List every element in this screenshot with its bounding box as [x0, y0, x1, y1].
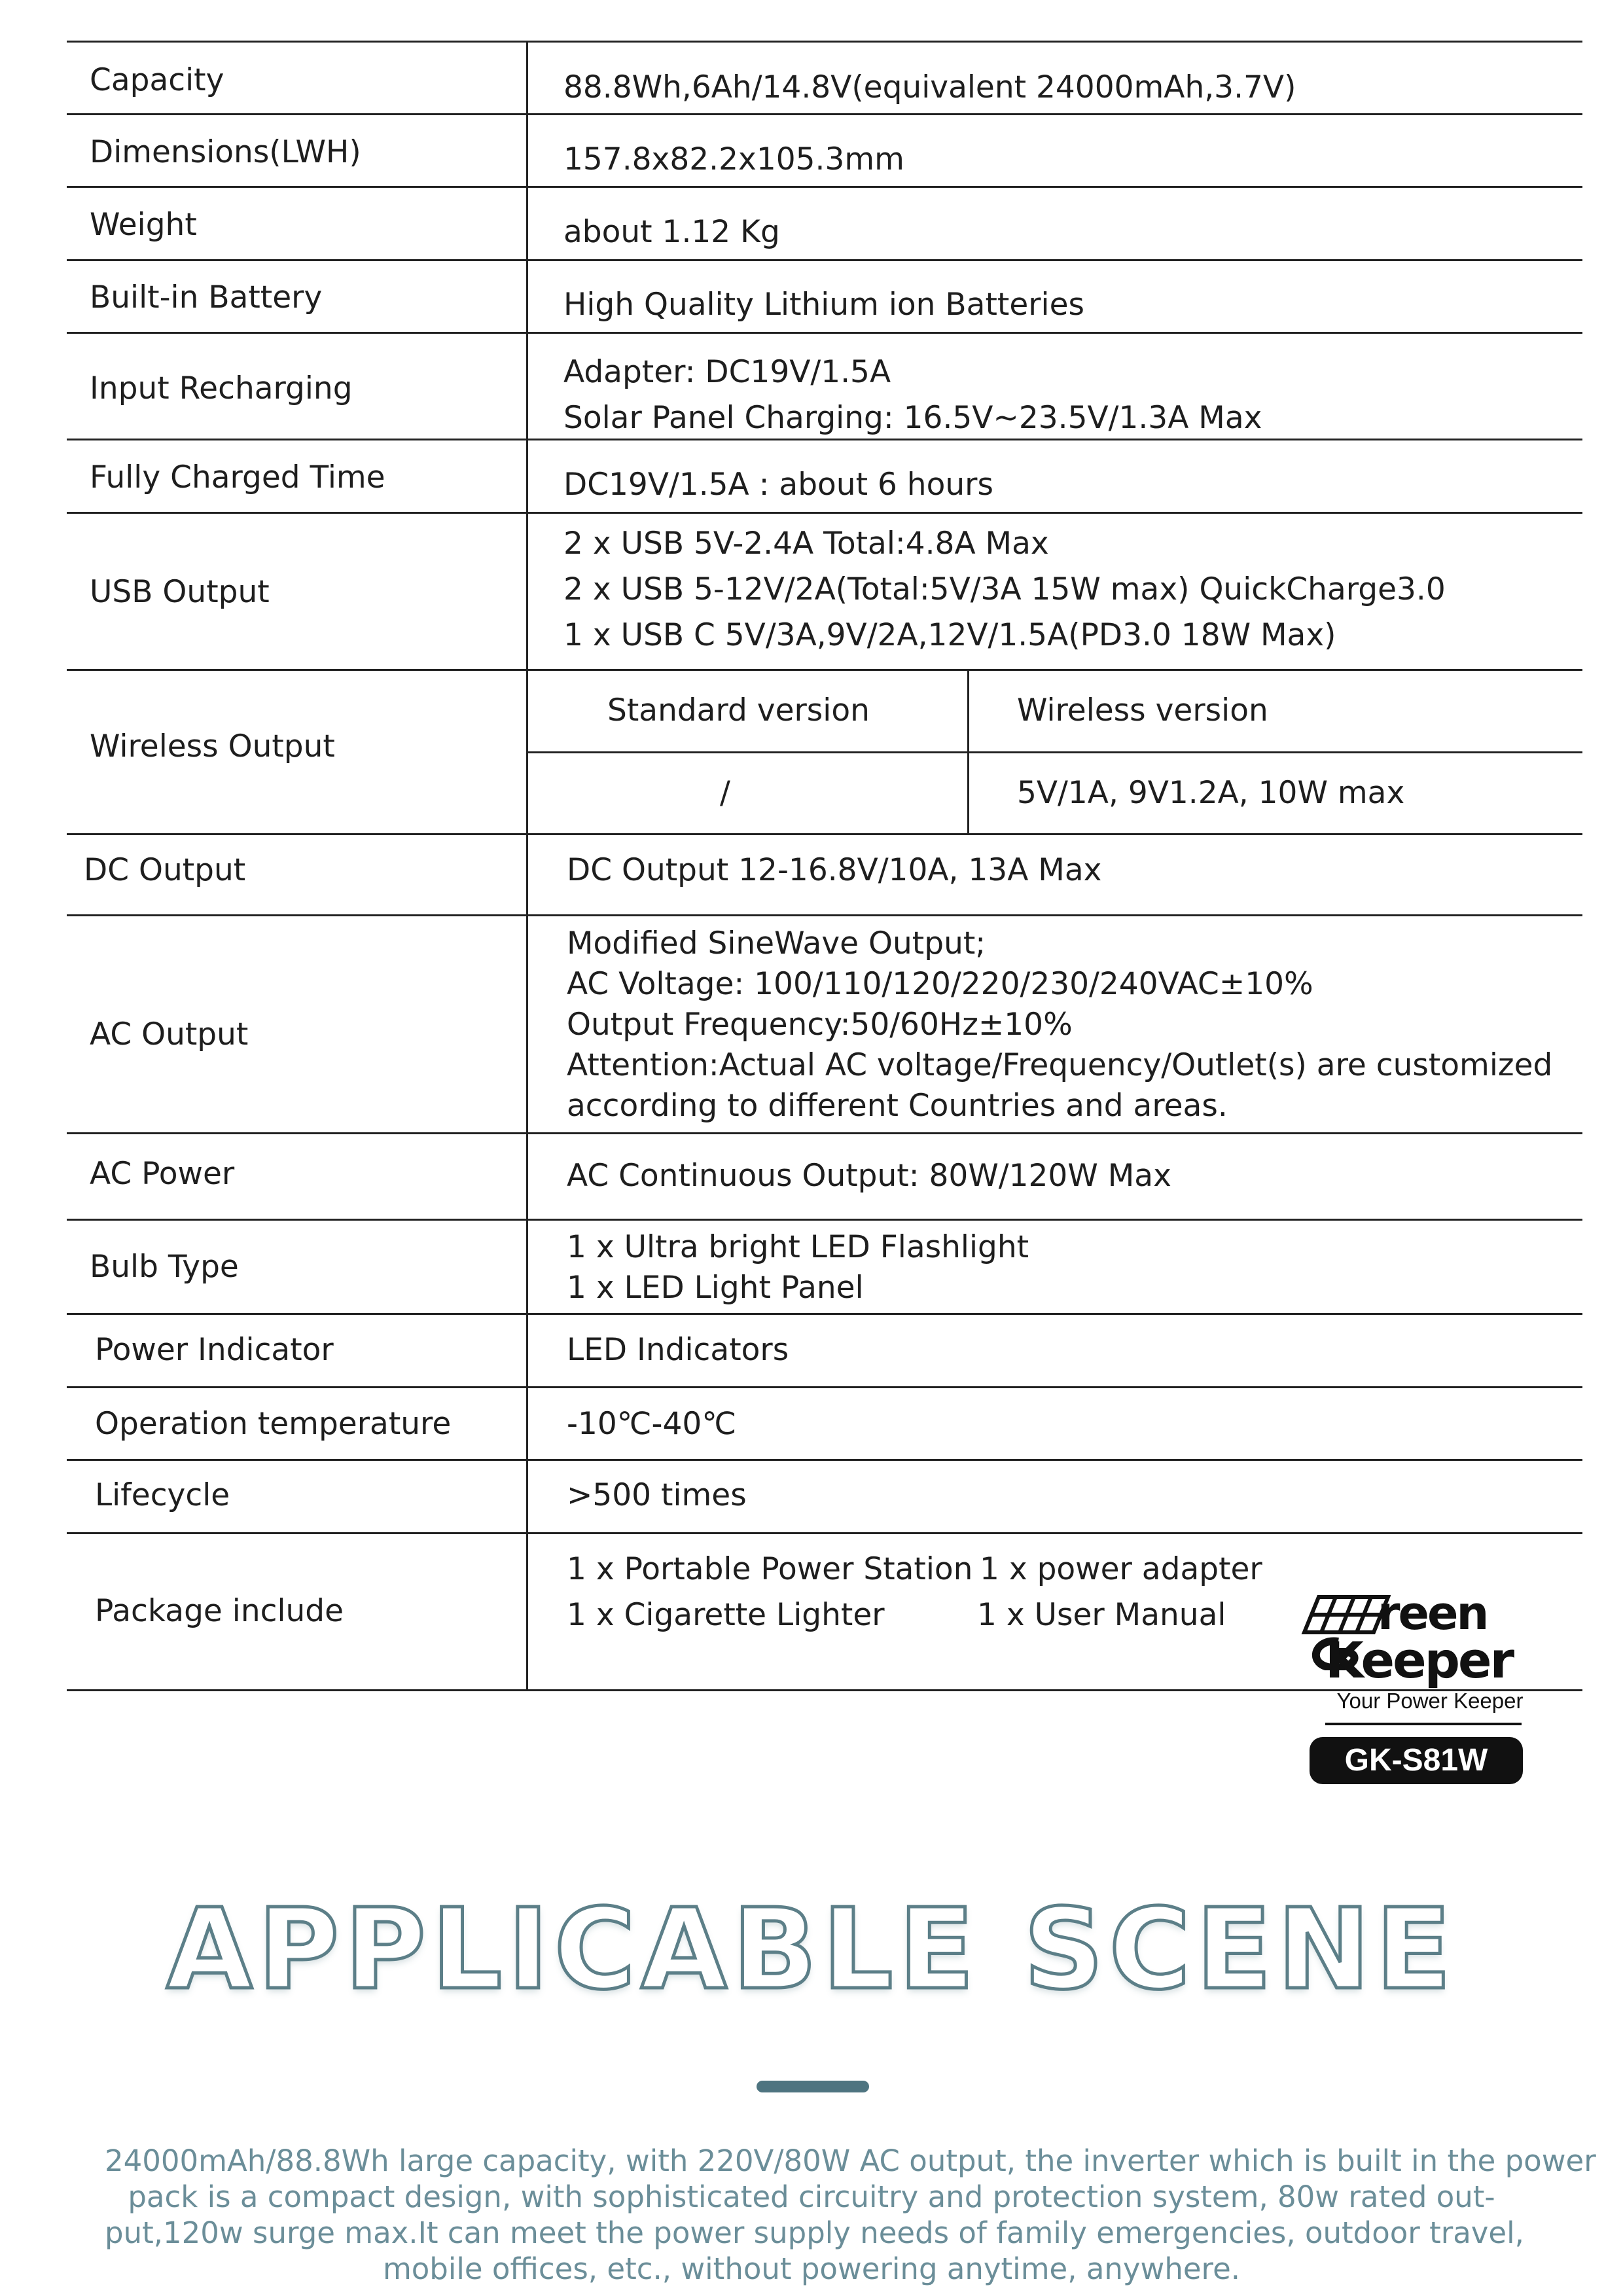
wireless-col-wireless: Wireless version [1017, 692, 1268, 728]
table-rule [67, 113, 1582, 115]
table-rule [67, 914, 1582, 916]
description-line: put,120w surge max.It can meet the power supply needs of family emergencies, outdoor travel, [105, 2215, 1524, 2250]
table-rule [67, 186, 1582, 188]
table-rule [67, 1459, 1582, 1461]
description-line: pack is a compact design, with sophisticated circuitry and protection system, 80w rated out- [128, 2179, 1495, 2214]
table-rule [67, 512, 1582, 514]
ac-output-line: Attention:Actual AC voltage/Frequency/Outlet(s) are customized [567, 1047, 1553, 1083]
ac-output-line: Modified SineWave Output; [567, 925, 986, 961]
title-underline-bar [757, 2081, 869, 2092]
ac-output-line: according to different Countries and areas. [567, 1088, 1228, 1124]
ac-output-line: AC Voltage: 100/110/120/220/230/240VAC±10% [567, 966, 1313, 1002]
indicator-value: LED Indicators [567, 1332, 789, 1368]
ac-output-label: AC Output [90, 1016, 249, 1052]
package-item: 1 x User Manual [977, 1597, 1226, 1633]
input-value [563, 350, 1262, 441]
input-line: Solar Panel Charging: 16.5V~23.5V/1.3A Max [563, 400, 1262, 436]
capacity-value: 88.8Wh,6Ah/14.8V(equivalent 24000mAh,3.7V) [563, 69, 1296, 105]
table-column-divider [526, 41, 528, 1691]
lifecycle-value: >500 times [567, 1477, 747, 1513]
wireless-col-standard: Standard version [607, 692, 870, 728]
logo-tagline: Your Power Keeper [1336, 1689, 1524, 1713]
package-item: 1 x power adapter [980, 1551, 1262, 1587]
package-label: Package include [95, 1593, 344, 1629]
weight-value: about 1.12 Kg [563, 214, 780, 250]
usb-label: USB Output [90, 574, 270, 610]
package-item: 1 x Portable Power Station [567, 1551, 973, 1587]
usb-line: 1 x USB C 5V/3A,9V/2A,12V/1.5A(PD3.0 18W Max) [563, 617, 1336, 653]
charge-time-value: DC19V/1.5A : about 6 hours [563, 467, 993, 503]
model-badge: GK-S81W [1310, 1737, 1523, 1784]
wireless-standard-value: / [720, 775, 730, 811]
table-rule [67, 259, 1582, 261]
bulb-line: 1 x Ultra bright LED Flashlight [567, 1229, 1029, 1265]
table-rule [67, 1386, 1582, 1388]
table-rule [67, 669, 1582, 671]
table-rule [527, 751, 1582, 753]
description-line: 24000mAh/88.8Wh large capacity, with 220V/80W AC output, the inverter which is built in the power [105, 2144, 1596, 2178]
wireless-label: Wireless Output [90, 728, 335, 764]
logo-word-keeper: Keeper [1325, 1631, 1513, 1689]
ac-power-label: AC Power [90, 1156, 235, 1192]
dc-value: DC Output 12-16.8V/10A, 13A Max [567, 852, 1102, 888]
logo-word-green: reen [1378, 1587, 1488, 1640]
capacity-label: Capacity [90, 62, 224, 98]
description-line: mobile offices, etc., without powering anytime, anywhere. [382, 2251, 1241, 2286]
indicator-label: Power Indicator [95, 1332, 334, 1368]
table-rule [67, 41, 1582, 43]
usb-line: 2 x USB 5-12V/2A(Total:5V/3A 15W max) QuickCharge3.0 [563, 571, 1446, 607]
package-item: 1 x Cigarette Lighter [567, 1597, 885, 1633]
battery-value: High Quality Lithium ion Batteries [563, 287, 1085, 323]
dc-label: DC Output [84, 852, 246, 888]
input-label: Input Recharging [90, 370, 353, 406]
dimensions-value: 157.8x82.2x105.3mm [563, 141, 904, 177]
ac-output-value [567, 924, 1552, 1126]
ac-power-value: AC Continuous Output: 80W/120W Max [567, 1158, 1171, 1194]
lifecycle-label: Lifecycle [95, 1477, 230, 1513]
bulb-label: Bulb Type [90, 1249, 239, 1285]
logo-divider [1325, 1723, 1522, 1725]
table-rule [67, 332, 1582, 334]
table-column-divider [967, 669, 969, 833]
table-rule [67, 1219, 1582, 1221]
weight-label: Weight [90, 207, 197, 243]
table-rule [67, 1132, 1582, 1134]
dimensions-label: Dimensions(LWH) [90, 134, 361, 170]
ac-output-line: Output Frequency:50/60Hz±10% [567, 1007, 1073, 1043]
usb-value [563, 521, 1446, 658]
bulb-line: 1 x LED Light Panel [567, 1270, 864, 1306]
temperature-label: Operation temperature [95, 1406, 452, 1442]
section-title: APPLICABLE SCENE [166, 1885, 1457, 2015]
input-line: Adapter: DC19V/1.5A [563, 354, 891, 390]
table-rule [67, 833, 1582, 835]
table-rule [67, 1313, 1582, 1315]
table-rule [67, 1532, 1582, 1534]
wireless-wireless-value: 5V/1A, 9V1.2A, 10W max [1017, 775, 1405, 811]
usb-line: 2 x USB 5V-2.4A Total:4.8A Max [563, 526, 1049, 562]
section-description [105, 2143, 1596, 2287]
brand-logo [1299, 1587, 1551, 1791]
battery-label: Built-in Battery [90, 279, 323, 315]
temperature-value: -10℃-40℃ [567, 1406, 737, 1442]
charge-time-label: Fully Charged Time [90, 459, 385, 495]
bulb-value [567, 1227, 1029, 1308]
